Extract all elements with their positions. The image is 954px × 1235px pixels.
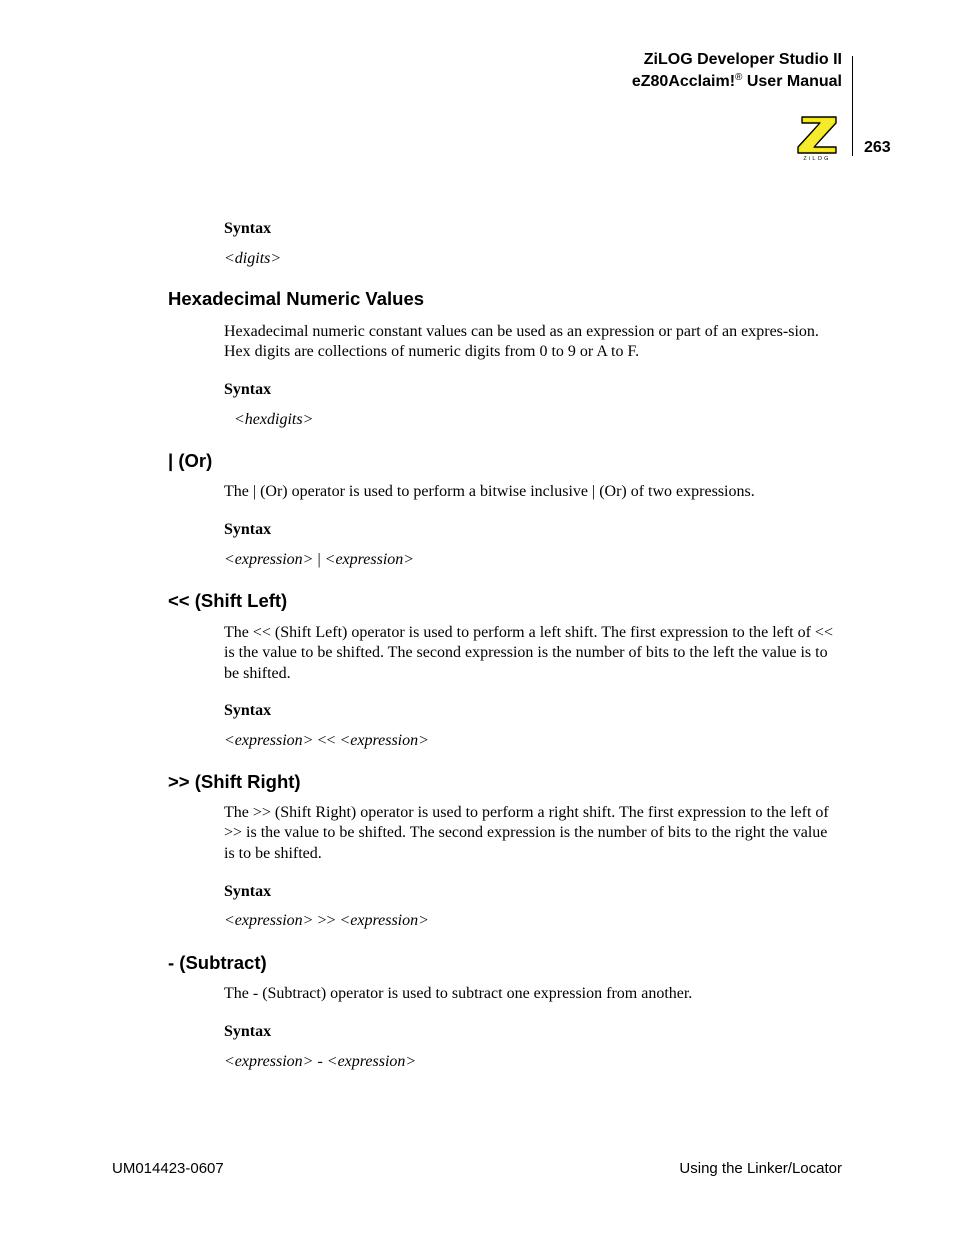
syntax-label: Syntax xyxy=(224,220,272,237)
footer-doc-id: UM014423-0607 xyxy=(112,1160,224,1177)
header-title: ZiLOG Developer Studio II xyxy=(643,51,842,68)
section-heading-hex: Hexadecimal Numeric Values xyxy=(168,288,425,309)
section-body-hex: Hexadecimal numeric constant values can be used as an expression or part of an expres-sion. Hex digits are collections of numeric digits from 0 to 9 or A to F. xyxy=(224,323,819,361)
section-body-shift-left: The << (Shift Left) operator is used to perform a left shift. The first expression to the left of << is the value to be shifted. The second expression is the number of bits to the left the value is to be shifted. xyxy=(224,624,833,682)
syntax-code: <hexdigits> xyxy=(234,411,314,428)
svg-text:ZiLOG: ZiLOG xyxy=(803,156,831,161)
syntax-label: Syntax xyxy=(224,381,272,398)
syntax-label: Syntax xyxy=(224,883,272,900)
zilog-logo-icon xyxy=(794,113,840,161)
section-heading-or: | (Or) xyxy=(168,450,213,471)
syntax-label: Syntax xyxy=(224,702,272,719)
syntax-code: <expression> << <expression> xyxy=(224,732,429,749)
syntax-code: <expression> | <expression> xyxy=(224,551,415,568)
footer-section-title: Using the Linker/Locator xyxy=(679,1160,842,1177)
syntax-code: <expression> >> <expression> xyxy=(224,912,429,929)
page-number: 263 xyxy=(864,139,891,156)
header-divider xyxy=(852,56,853,156)
syntax-code: <digits> xyxy=(224,250,282,267)
section-body-subtract: The - (Subtract) operator is used to subtract one expression from another. xyxy=(224,985,693,1002)
section-heading-subtract: - (Subtract) xyxy=(168,952,267,973)
syntax-label: Syntax xyxy=(224,1023,272,1040)
section-heading-shift-right: >> (Shift Right) xyxy=(168,771,301,792)
syntax-code: <expression> - <expression> xyxy=(224,1053,417,1070)
section-body-shift-right: The >> (Shift Right) operator is used to perform a right shift. The first expression to the left of >> is the value to be shifted. The second expression is the number of bits to the right the value is to be shifted. xyxy=(224,804,829,862)
section-body-or: The | (Or) operator is used to perform a bitwise inclusive | (Or) of two expressions. xyxy=(224,483,755,500)
header-subtitle: eZ80Acclaim!® User Manual xyxy=(631,72,842,90)
section-heading-shift-left: << (Shift Left) xyxy=(168,590,288,611)
syntax-label: Syntax xyxy=(224,521,272,538)
